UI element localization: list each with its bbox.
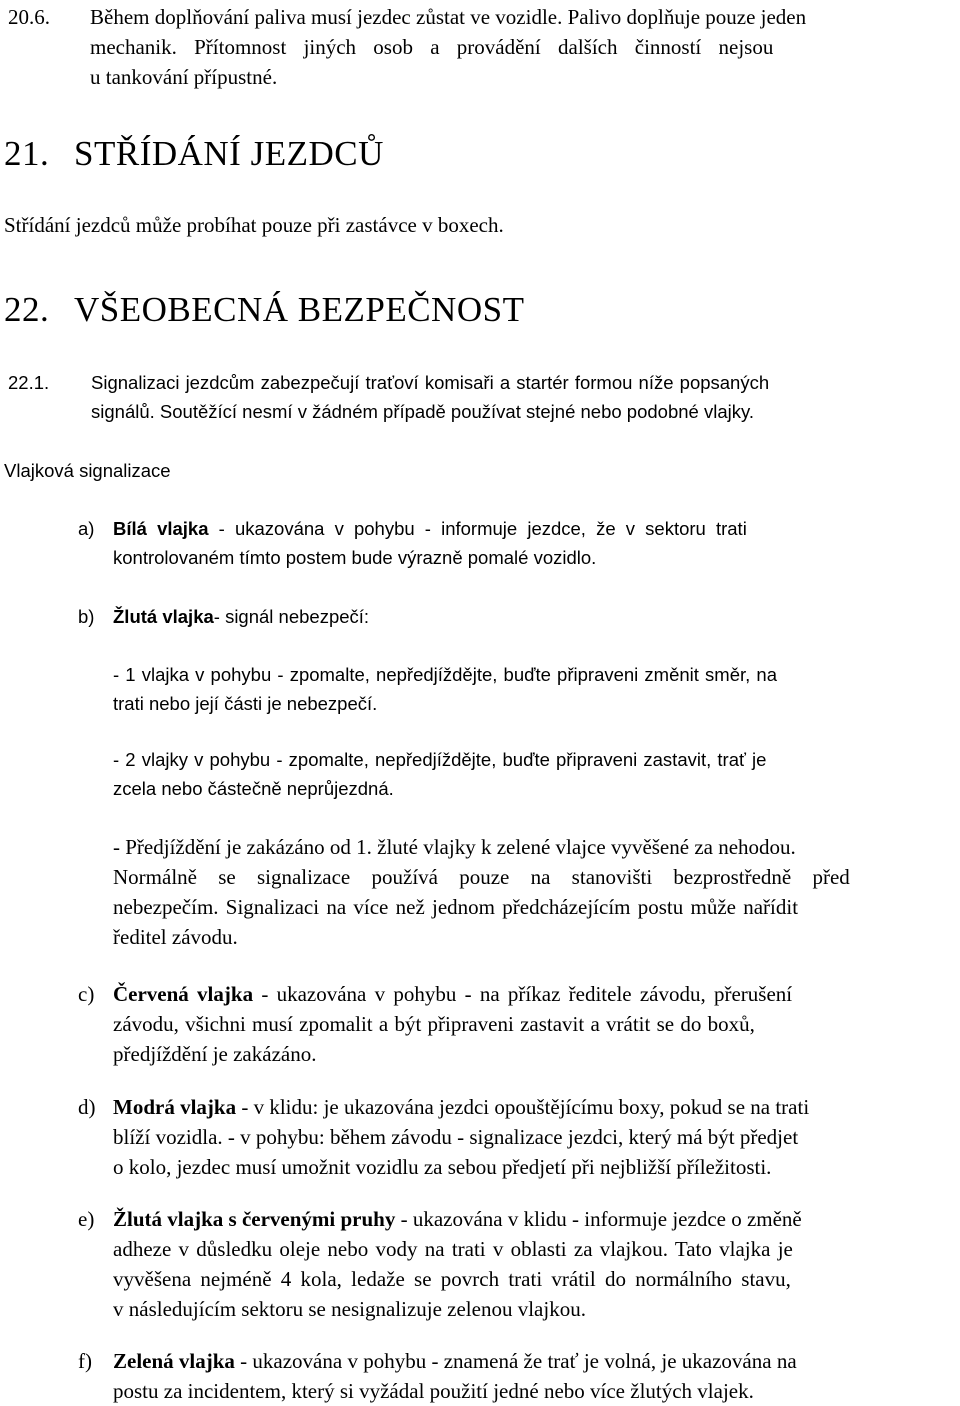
text-line: mechanik. Přítomnost jiných osob a provádění dalších činností nejsou	[90, 35, 774, 59]
text-line: závodu, všichni musí zpomalit a být připraveni zastavit a vrátit se do boxů,	[113, 1012, 755, 1036]
item-label: b)	[78, 606, 95, 627]
text-line: trati nebo její části je nebezpečí.	[113, 693, 378, 714]
flag-item-green	[78, 1346, 956, 1406]
flag-name: Žlutá vlajka s červenými pruhy	[113, 1207, 396, 1231]
flag-item-yellow-red-stripes	[78, 1204, 956, 1324]
flag-name: Zelená vlajka	[113, 1349, 235, 1373]
flag-item-yellow	[78, 602, 956, 631]
text-line: - ukazována v pohybu - informuje jezdce, že v sektoru trati	[208, 518, 747, 539]
text-line: adheze v důsledku oleje nebo vody na trati v oblasti za vlajkou. Tato vlajka je	[113, 1237, 793, 1261]
item-label: e)	[78, 1207, 95, 1231]
section-title: VŠEOBECNÁ BEZPEČNOST	[74, 290, 525, 329]
text-line: kontrolovaném tímto postem bude výrazně pomalé vozidlo.	[113, 547, 597, 568]
flag-name: Žlutá vlajka	[113, 606, 214, 627]
text-line: Během doplňování paliva musí jezdec zůstat ve vozidle. Palivo doplňuje pouze jeden	[90, 5, 807, 29]
text-line: - 1 vlajka v pohybu - zpomalte, nepředjíždějte, buďte připraveni změnit směr, na	[113, 664, 778, 685]
flag-name: Modrá vlajka	[113, 1095, 237, 1119]
section-heading-22	[4, 290, 524, 330]
section-title: STŘÍDÁNÍ JEZDCŮ	[74, 134, 384, 173]
text-line: signálů. Soutěžící nesmí v žádném případě používat stejné nebo podobné vlajky.	[91, 401, 754, 422]
flag-name: Bílá vlajka	[113, 518, 209, 539]
text-line: - ukazována v pohybu - znamená že trať je volná, je ukazována na	[234, 1349, 797, 1373]
text-line: nebezpečím. Signalizaci na více než jednom předcházejícím postu může nařídit	[113, 895, 799, 919]
text-line: o kolo, jezdec musí umožnit vozidlu za sebou předjetí při nejbližší příležitosti.	[113, 1155, 772, 1179]
text-line: postu za incidentem, který si vyžádal použití jedné nebo více žlutých vlajek.	[113, 1379, 754, 1403]
section-heading-21	[4, 134, 384, 174]
text-line: blíží vozidla. - v pohybu: během závodu - signalizace jezdci, který má být předjet	[113, 1125, 799, 1149]
flag-item-blue	[78, 1092, 956, 1182]
yellow-sub-1	[113, 660, 956, 718]
text-line: předjíždění je zakázáno.	[113, 1042, 317, 1066]
item-label: a)	[78, 518, 95, 539]
paragraph-number: 20.6.	[8, 5, 50, 29]
text-line: Signalizaci jezdcům zabezpečují traťoví komisaři a startér formou níže popsaných	[91, 372, 770, 393]
flag-item-white	[78, 514, 956, 572]
paragraph-22-1	[8, 368, 956, 426]
yellow-sub-2	[113, 745, 956, 803]
text-line: ředitel závodu.	[113, 925, 238, 949]
text-line: zcela nebo částečně neprůjezdná.	[113, 778, 394, 799]
flag-item-red	[78, 979, 956, 1069]
section-number: 22.	[4, 290, 50, 329]
text-line: u tankování přípustné.	[90, 65, 278, 89]
text-line: - signál nebezpečí:	[213, 606, 370, 627]
text-line: - 2 vlajky v pohybu - zpomalte, nepředjíždějte, buďte připraveni zastavit, trať je	[113, 749, 767, 770]
paragraph-20-6	[8, 2, 956, 92]
text-line: - v klidu: je ukazována jezdci opouštějícímu boxy, pokud se na trati	[236, 1095, 810, 1119]
yellow-sub-3	[113, 832, 956, 952]
text-line: v následujícím sektoru se nesignalizuje zelenou vlajkou.	[113, 1297, 586, 1321]
text-line: - ukazována v pohybu - na příkaz ředitele závodu, přerušení	[253, 982, 793, 1006]
flag-name: Červená vlajka	[113, 982, 254, 1006]
item-label: d)	[78, 1095, 96, 1119]
item-label: f)	[78, 1349, 92, 1373]
section-21-text: Střídání jezdců může probíhat pouze při zastávce v boxech.	[4, 213, 504, 237]
text-line: vyvěšena nejméně 4 kola, ledaže se povrch trati vrátil do normálního stavu,	[113, 1267, 791, 1291]
section-number: 21.	[4, 134, 50, 173]
flag-signals-heading: Vlajková signalizace	[4, 460, 171, 481]
text-line: - ukazována v klidu - informuje jezdce o změně	[395, 1207, 802, 1231]
item-label: c)	[78, 982, 95, 1006]
text-line: Normálně se signalizace používá pouze na stanovišti bezprostředně před	[113, 865, 850, 889]
paragraph-number: 22.1.	[8, 372, 50, 393]
text-line: - Předjíždění je zakázáno od 1. žluté vlajky k zelené vlajce vyvěšené za nehodou.	[113, 835, 796, 859]
